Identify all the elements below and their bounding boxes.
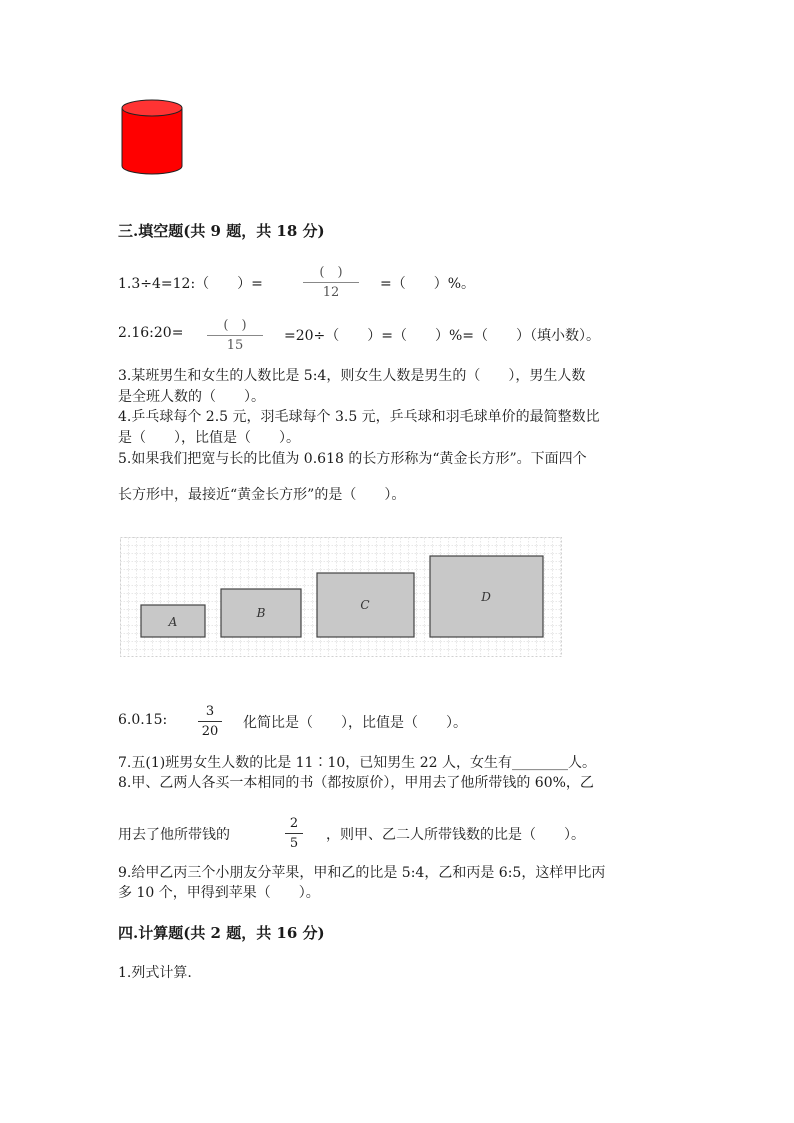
calculation-item-1: 1.列式计算. [118, 965, 192, 981]
question-3-line-1: 3.某班男生和女生的人数比是 5:4，则女生人数是男生的（ ），男生人数 [118, 368, 586, 384]
question-5-line-2: 长方形中，最接近“黄金长方形”的是（ ）。 [118, 487, 406, 503]
fraction-denominator: 15 [226, 338, 244, 353]
rectangle-c-label: C [360, 598, 370, 612]
fraction-denominator: 5 [289, 836, 299, 851]
fraction-numerator: 2 [289, 816, 299, 831]
question-4-line-2: 是（ ），比值是（ ）。 [118, 430, 300, 446]
question-8-text-b: ，则甲、乙二人所带钱数的比是（ ）。 [326, 827, 585, 843]
cylinder-top [122, 100, 182, 116]
golden-rectangle-grid-figure [120, 537, 562, 657]
rectangle-b-label: B [256, 606, 266, 620]
fraction-numerator: 3 [205, 704, 215, 719]
fraction-numerator: ( ) [223, 318, 247, 333]
section-3-heading: 三.填空题(共 9 题，共 18 分) [118, 222, 325, 240]
question-2-text-a: 2.16:20= [118, 325, 184, 341]
question-1-text-a: 1.3÷4=12:（ ）= [118, 276, 263, 292]
question-9-line-1: 9.给甲乙丙三个小朋友分苹果，甲和乙的比是 5:4，乙和丙是 6:5，这样甲比丙 [118, 865, 606, 881]
fraction-denominator: 12 [322, 285, 340, 300]
question-8-line-1: 8.甲、乙两人各买一本相同的书（都按原价），甲用去了他所带钱的 60%，乙 [118, 775, 594, 791]
question-2-fraction [207, 319, 263, 352]
question-5-line-1: 5.如果我们把宽与长的比值为 0.618 的长方形称为“黄金长方形”。下面四个 [118, 451, 587, 467]
cylinder-body [122, 108, 182, 174]
question-6-text-a: 6.0.15: [118, 712, 168, 728]
question-6-text-b: 化简比是（ ），比值是（ ）。 [243, 715, 467, 731]
question-6-fraction [198, 705, 222, 738]
question-1-fraction [303, 266, 359, 299]
question-1-text-b: =（ ）%。 [380, 276, 476, 292]
question-7-line-1: 7.五(1)班男女生人数的比是 11∶10，已知男生 22 人，女生有________人。 [118, 755, 596, 771]
rectangle-a-label: A [168, 615, 178, 629]
fraction-numerator: ( ) [319, 265, 343, 280]
fraction-denominator: 20 [201, 724, 219, 739]
rectangle-d-label: D [481, 590, 491, 604]
question-8-fraction [285, 817, 303, 850]
question-3-line-2: 是全班人数的（ ）。 [118, 389, 265, 405]
question-9-line-2: 多 10 个，甲得到苹果（ ）。 [118, 885, 320, 901]
section-4-heading: 四.计算题(共 2 题，共 16 分) [118, 924, 325, 942]
question-2-text-b: =20÷（ ）=（ ）%=（ ）（填小数）。 [284, 328, 601, 344]
question-8-text-a: 用去了他所带钱的 [118, 827, 230, 843]
red-cylinder-figure [118, 98, 186, 178]
question-4-line-1: 4.乒乓球每个 2.5 元，羽毛球每个 3.5 元，乒乓球和羽毛球单价的最简整数比 [118, 409, 600, 425]
